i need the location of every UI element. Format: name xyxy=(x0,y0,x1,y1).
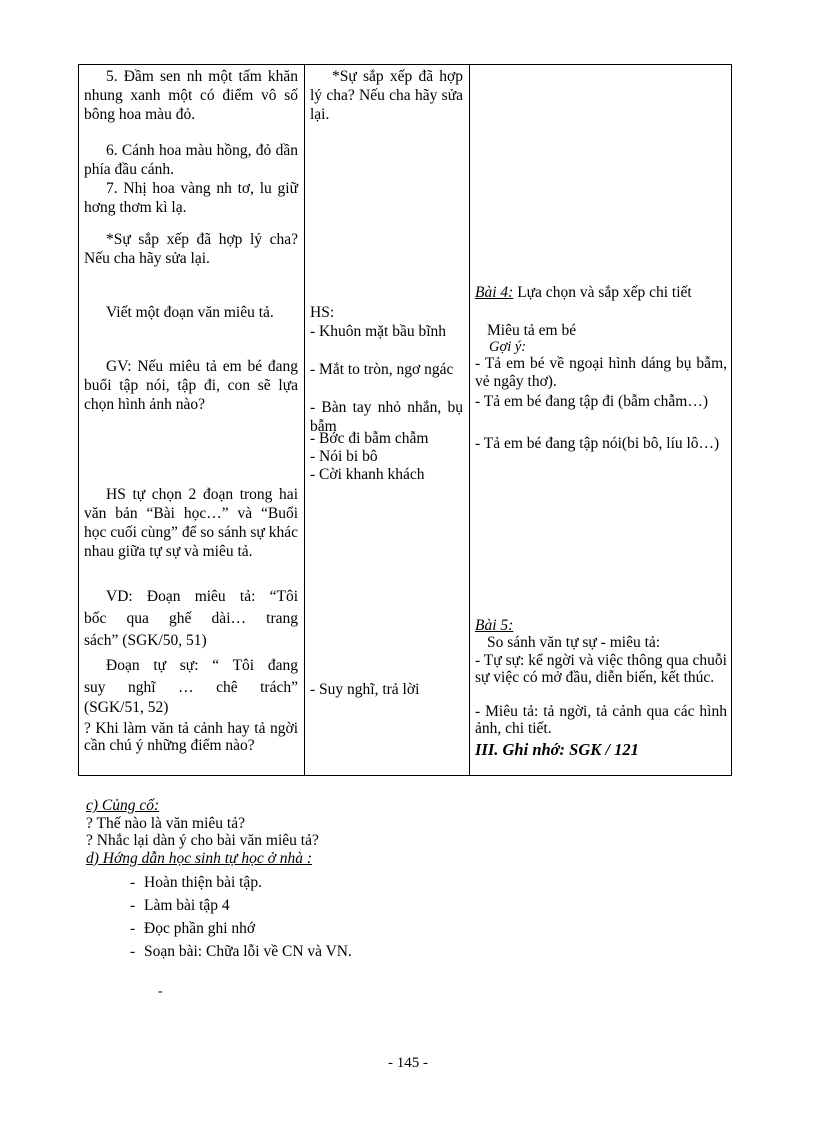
list-item: - Tự sự: kể ngời và việc thông qua chuỗi sự việc có mở đầu, diễn biến, kết thúc. xyxy=(475,652,727,686)
exercise-5-subtitle: So sánh văn tự sự - miêu tả: xyxy=(487,634,661,651)
exercise-5-label: Bài 5: xyxy=(475,617,514,634)
consolidation-section xyxy=(86,797,319,867)
list-item: ? Nhắc lại dàn ý cho bài văn miêu tả? xyxy=(86,832,319,849)
student-answer-label: HS: xyxy=(310,304,335,321)
list-item: 6. Cánh hoa màu hồng, đỏ dần phía đầu cánh. xyxy=(84,142,298,178)
list-item: - Bàn tay nhỏ nhắn, bụ bẫm xyxy=(310,399,463,435)
list-item: - Tả em bé về ngoại hình dáng bụ bẫm, vẻ ngây thơ). xyxy=(475,355,727,390)
list-item: - Nói bi bô xyxy=(310,448,378,465)
list-item: 5. Đầm sen nh một tấm khăn nhung xanh một có điểm vô số bông hoa màu đỏ. xyxy=(84,68,298,123)
example-descriptive: VD: Đoạn miêu tả: “Tôi bốc qua ghế dài… trang sách” (SGK/50, 51) xyxy=(84,588,298,649)
list-item: - Tả em bé đang tập đi (bẫm chẫm…) xyxy=(475,393,708,410)
list-item: - Khuôn mặt bầu bĩnh xyxy=(310,323,447,340)
student-task: HS tự chọn 2 đoạn trong hai văn bản “Bài học…” và “Buổi học cuối cùng” để so sánh sự khác nhau giữa tự sự và miêu tả. xyxy=(84,486,298,560)
section-heading: d) Hớng dẫn học sinh tự học ở nhà : xyxy=(86,849,313,867)
student-answer: - Suy nghĩ, trả lời xyxy=(310,681,420,698)
list-item: - Mắt to tròn, ngơ ngác xyxy=(310,361,454,378)
homework-list xyxy=(130,871,352,963)
lesson-table xyxy=(78,64,732,776)
exercise-4-label: Bài 4: xyxy=(475,284,514,301)
column-divider xyxy=(469,65,470,775)
summary-note: III. Ghi nhớ: SGK / 121 xyxy=(475,740,639,759)
rearrange-question: *Sự sắp xếp đã hợp lý cha? Nếu cha hãy sửa lại. xyxy=(84,231,298,267)
teacher-question: GV: Nếu miêu tả em bé đang buổi tập nói, tập đi, con sẽ lựa chọn hình ảnh nào? xyxy=(84,358,298,413)
stray-dash: - xyxy=(158,984,163,999)
list-item: - Hoàn thiện bài tập. xyxy=(130,874,262,891)
section-heading: c) Củng cố: xyxy=(86,797,160,814)
exercise-4-subtitle: Miêu tả em bé xyxy=(487,322,577,339)
list-item: - Miêu tả: tả ngời, tả cảnh qua các hình ảnh, chi tiết. xyxy=(475,703,727,737)
page-number: - 145 - xyxy=(388,1055,428,1071)
example-narrative: Đoạn tự sự: “ Tôi đang suy nghĩ … chê trách” (SGK/51, 52) xyxy=(84,657,298,716)
list-item: ? Thế nào là văn miêu tả? xyxy=(86,814,245,832)
final-question: ? Khi làm văn tả cảnh hay tả ngời cần chú ý những điểm nào? xyxy=(84,720,298,754)
list-item: - Cời khanh khách xyxy=(310,466,425,483)
list-item: - Đọc phần ghi nhớ xyxy=(130,920,256,937)
hint-label: Gợi ý: xyxy=(489,339,527,355)
list-item: - Bớc đi bẫm chẫm xyxy=(310,430,429,447)
rearrange-question: *Sự sắp xếp đã hợp lý cha? Nếu cha hãy sửa lại. xyxy=(310,68,463,123)
list-item: 7. Nhị hoa vàng nh tơ, lu giữ hơng thơm kì lạ. xyxy=(84,180,298,216)
exercise-4: Bài 4: Lựa chọn và sắp xếp chi tiết xyxy=(475,284,692,301)
column-divider xyxy=(304,65,305,775)
list-item: - Làm bài tập 4 xyxy=(130,897,230,914)
list-item: - Soạn bài: Chữa lỗi về CN và VN. xyxy=(130,943,352,960)
list-item: - Tả em bé đang tập nói(bi bô, líu lô…) xyxy=(475,435,720,452)
write-task: Viết một đoạn văn miêu tả. xyxy=(106,304,274,321)
